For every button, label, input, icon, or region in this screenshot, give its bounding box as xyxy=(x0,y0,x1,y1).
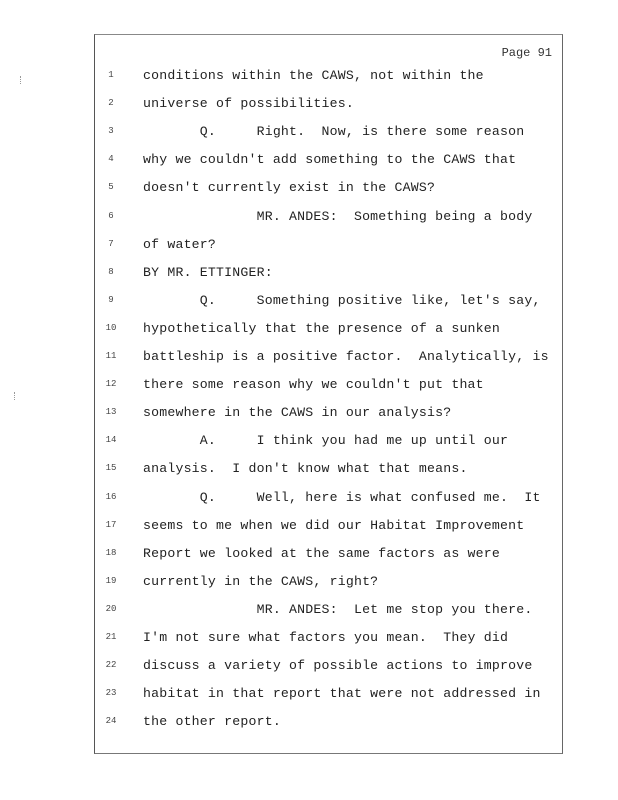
line-number: 15 xyxy=(105,463,117,474)
line-number: 9 xyxy=(108,294,114,305)
transcript-line-text: the other report. xyxy=(143,714,281,730)
line-number: 6 xyxy=(108,210,114,221)
line-number: 7 xyxy=(108,238,114,249)
line-number: 8 xyxy=(108,266,114,277)
line-number: 19 xyxy=(105,575,117,586)
transcript-line-text: Q. Something positive like, let's say, xyxy=(143,292,541,308)
transcript-line-text: Q. Well, here is what confused me. It xyxy=(143,489,541,505)
line-number: 2 xyxy=(108,98,114,109)
line-number: 21 xyxy=(105,632,117,642)
line-number: 12 xyxy=(105,379,117,390)
line-number: 3 xyxy=(108,126,114,137)
transcript-line-text: discuss a variety of possible actions to improve xyxy=(143,658,533,674)
line-number: 24 xyxy=(105,716,117,727)
line-number: 11 xyxy=(105,351,117,361)
line-number: 10 xyxy=(105,322,117,333)
transcript-line-text: BY MR. ETTINGER: xyxy=(143,264,273,280)
line-number: 4 xyxy=(108,154,114,165)
transcript-line-text: MR. ANDES: Let me stop you there. xyxy=(143,601,533,617)
transcript-page xyxy=(94,34,563,754)
line-number: 1 xyxy=(108,70,114,80)
transcript-line-text: seems to me when we did our Habitat Improvement xyxy=(143,517,525,533)
line-number: 5 xyxy=(108,182,114,193)
transcript-line-text: somewhere in the CAWS in our analysis? xyxy=(143,405,452,421)
transcript-line-text: hypothetically that the presence of a sunken xyxy=(143,320,501,336)
transcript-line-text: currently in the CAWS, right? xyxy=(143,573,379,589)
line-number: 23 xyxy=(105,688,117,699)
transcript-line-text: battleship is a positive factor. Analytically, is xyxy=(143,349,549,364)
transcript-line-text: of water? xyxy=(143,236,217,252)
transcript-line-text: universe of possibilities. xyxy=(143,96,354,112)
transcript-line-text: there some reason why we couldn't put that xyxy=(143,377,484,393)
line-number: 16 xyxy=(105,491,117,502)
transcript-line-text: habitat in that report that were not addressed in xyxy=(143,686,541,702)
line-number: 13 xyxy=(105,407,117,418)
transcript-line-text: conditions within the CAWS, not within the xyxy=(143,68,484,83)
transcript-line-text: Q. Right. Now, is there some reason xyxy=(143,124,525,140)
transcript-line-text: analysis. I don't know what that means. xyxy=(143,461,468,477)
transcript-line-text: Report we looked at the same factors as were xyxy=(143,545,501,561)
transcript-line-text: doesn't currently exist in the CAWS? xyxy=(143,180,436,196)
transcript-line-text: A. I think you had me up until our xyxy=(143,433,509,449)
line-number: 22 xyxy=(105,660,117,671)
line-number: 18 xyxy=(105,547,117,558)
transcript-line-text: why we couldn't add something to the CAWS that xyxy=(143,152,517,168)
page-number-label: Page 91 xyxy=(501,46,552,60)
line-number: 14 xyxy=(105,435,117,446)
transcript-line-text: I'm not sure what factors you mean. They did xyxy=(143,630,509,645)
margin-speck xyxy=(20,76,24,84)
line-number: 17 xyxy=(105,519,117,530)
margin-speck xyxy=(14,392,18,400)
transcript-line-text: MR. ANDES: Something being a body xyxy=(143,208,533,224)
line-number: 20 xyxy=(105,603,117,614)
